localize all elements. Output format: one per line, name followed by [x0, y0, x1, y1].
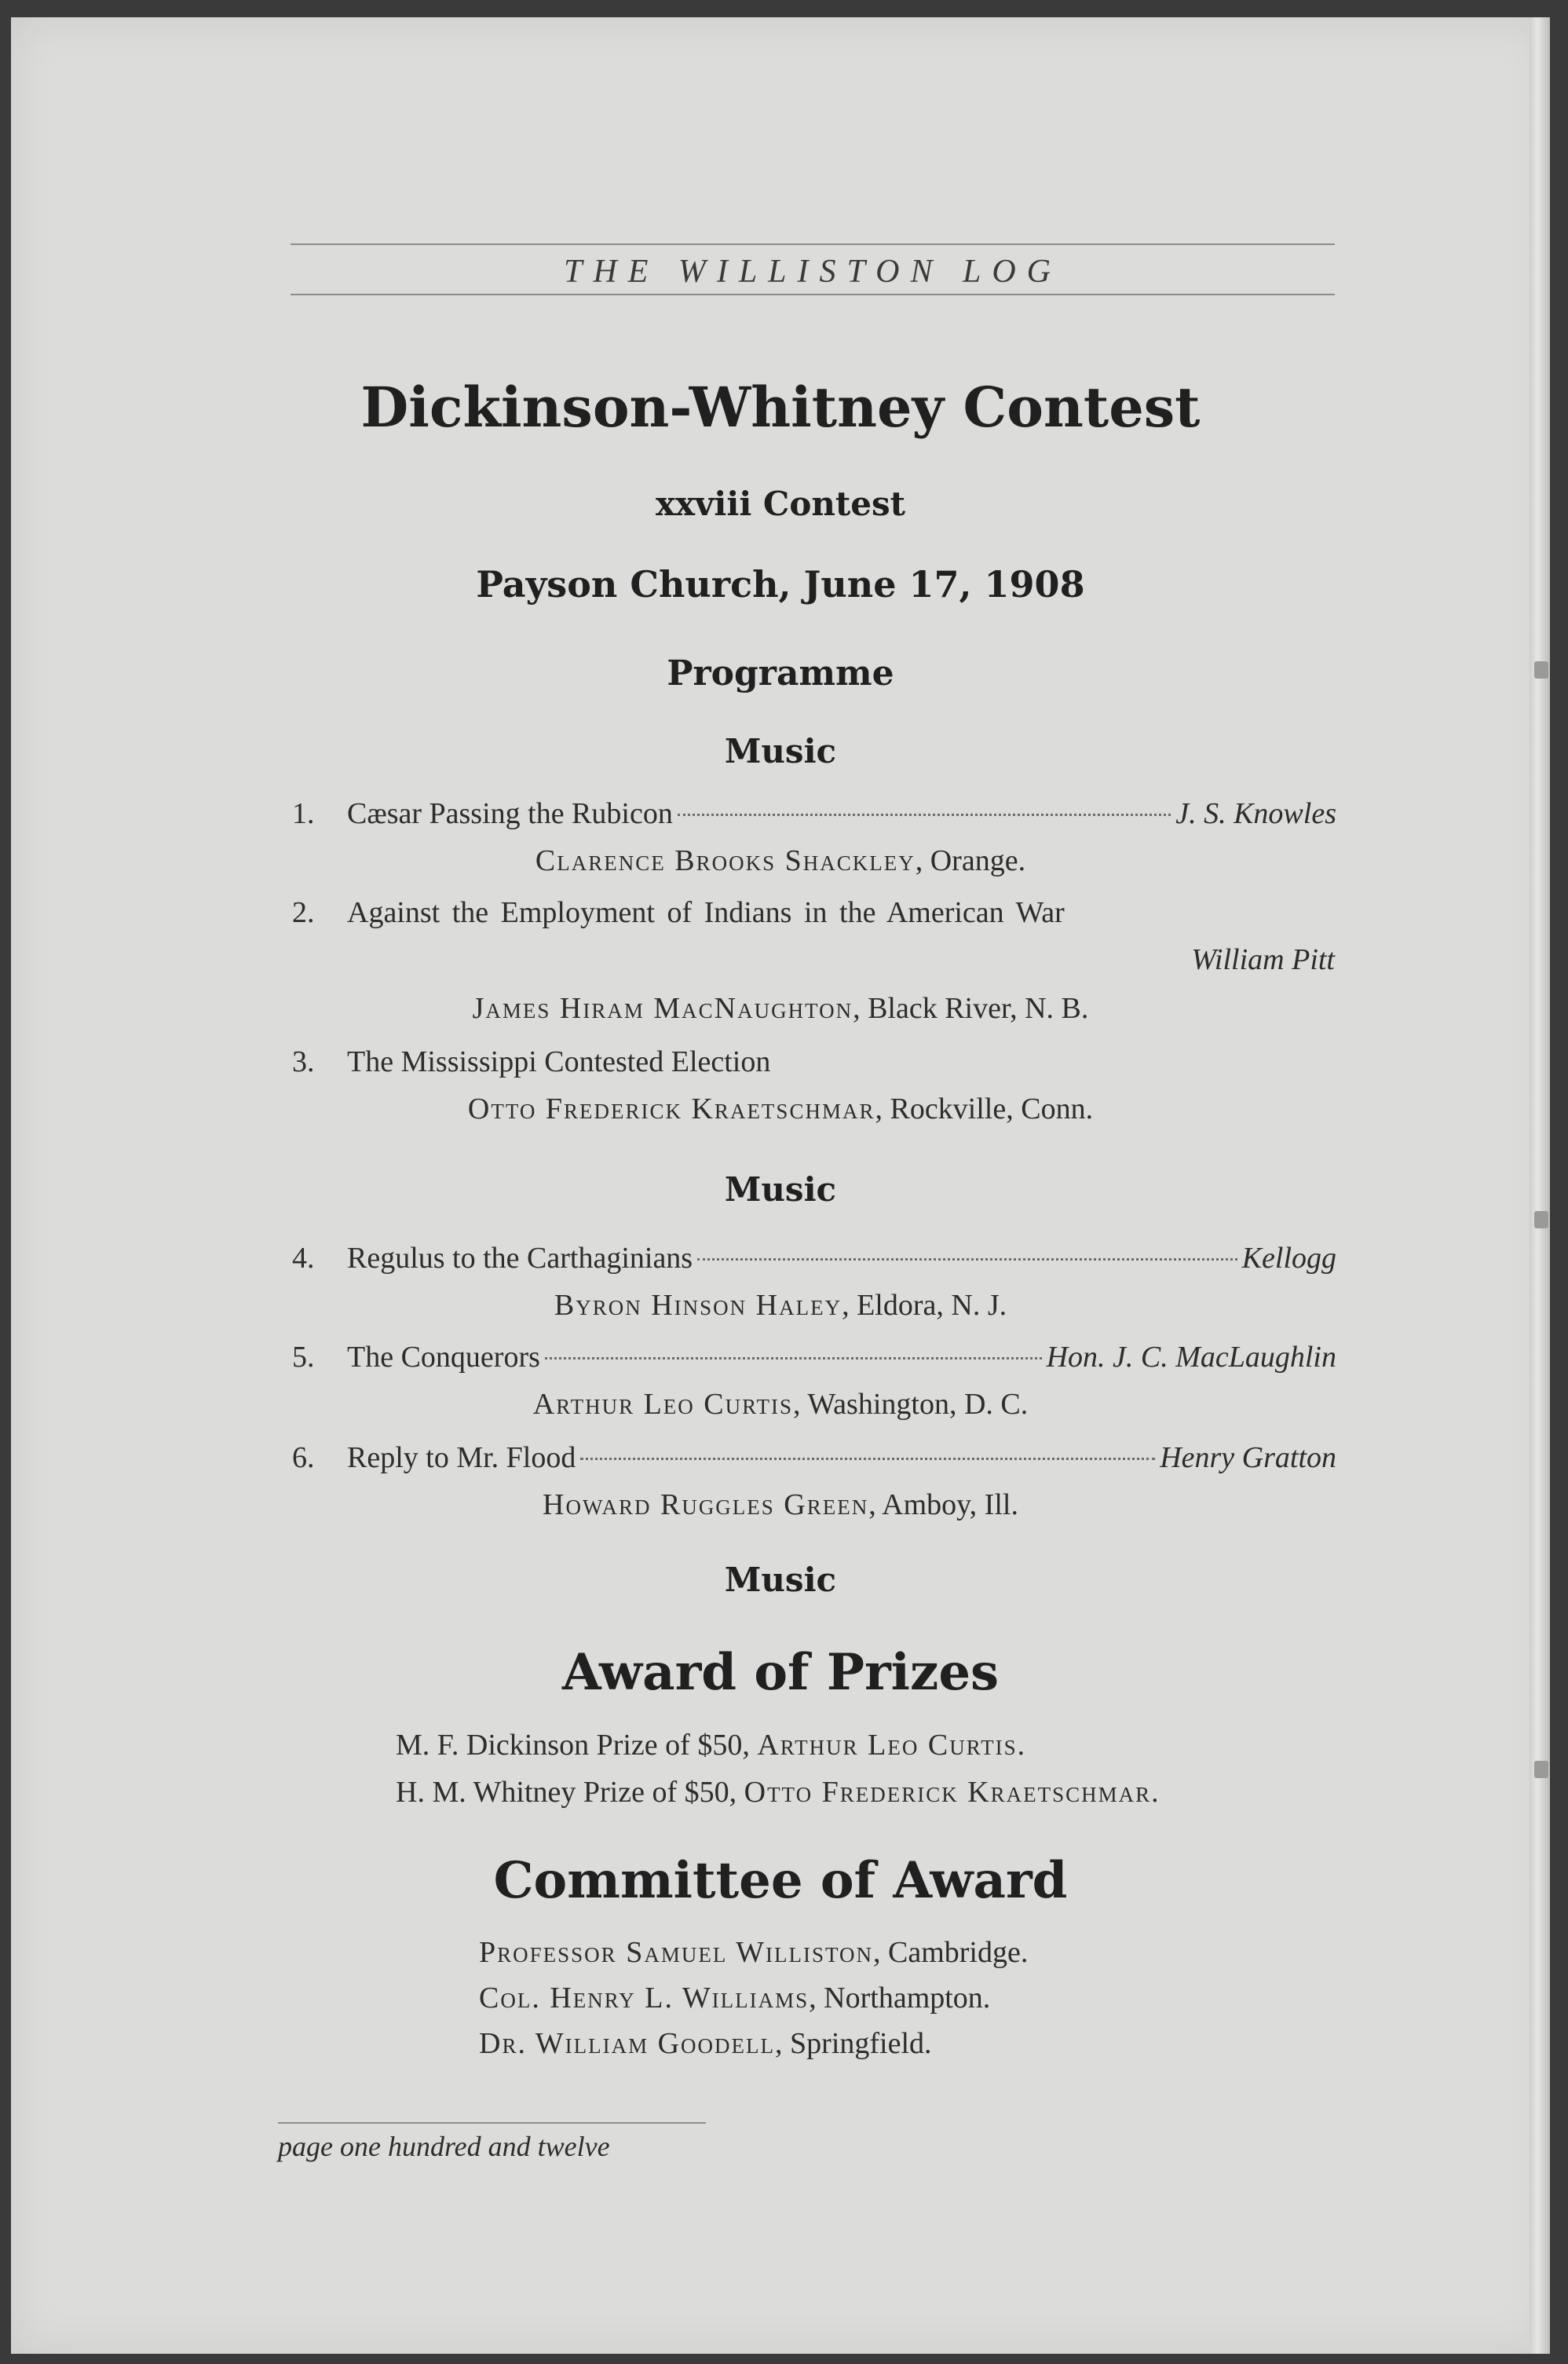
programme-entry: [347, 1440, 1336, 1475]
speaker-name: Clarence Brooks Shackley: [535, 844, 916, 877]
music-label: Music: [724, 732, 837, 770]
entry-title: Cæsar Passing the Rubicon: [347, 797, 673, 830]
music-label: Music: [724, 1561, 837, 1599]
binding-notch: [1534, 1211, 1548, 1228]
committee-member: [479, 2026, 932, 2061]
speaker-name: Howard Ruggles Green: [543, 1488, 869, 1521]
footer-rule: [278, 2122, 706, 2124]
music-label: Music: [724, 1170, 837, 1209]
prize-end: .: [1151, 1776, 1159, 1809]
header-rule-top: [291, 243, 1335, 245]
prize-text: M. F. Dickinson Prize of $50,: [396, 1729, 758, 1762]
entry-title: Reply to Mr. Flood: [347, 1441, 576, 1474]
speaker-place: , Washington, D. C.: [793, 1388, 1029, 1421]
awards-heading: Award of Prizes: [561, 1643, 1000, 1702]
prize-winner: Otto Frederick Kraetschmar: [744, 1776, 1152, 1809]
prize-winner: Arthur Leo Curtis: [757, 1729, 1018, 1762]
entry-number: 6.: [292, 1441, 315, 1474]
speaker-line: [11, 1387, 1550, 1422]
speaker-line: [11, 1092, 1550, 1126]
speaker-line: [11, 1488, 1550, 1522]
entry-author: William Pitt: [1191, 943, 1335, 976]
leader-dots: [678, 814, 1171, 816]
prize-line: [396, 1775, 1159, 1810]
entry-number: 3.: [292, 1045, 315, 1078]
programme-entry: [347, 1340, 1336, 1374]
entry-title: The Mississippi Contested Election: [347, 1045, 771, 1078]
header-rule-bottom: [291, 294, 1335, 295]
leader-dots: [545, 1357, 1042, 1359]
running-head: THE WILLISTON LOG: [564, 254, 1062, 290]
leader-dots: [580, 1458, 1155, 1460]
entry-author: Kellogg: [1241, 1242, 1336, 1275]
speaker-place: , Eldora, N. J.: [842, 1289, 1007, 1322]
document-page: [11, 17, 1550, 2354]
page-number: page one hundred and twelve: [278, 2131, 610, 2162]
speaker-name: James Hiram MacNaughton: [472, 992, 853, 1025]
prize-end: .: [1017, 1729, 1025, 1762]
member-name: Dr. William Goodell: [479, 2027, 776, 2060]
contest-number: xxviii Contest: [655, 485, 906, 523]
speaker-line: [11, 991, 1550, 1026]
member-place: , Cambridge.: [872, 1936, 1029, 1969]
leader-dots: [697, 1258, 1237, 1261]
entry-title: The Conquerors: [347, 1341, 540, 1374]
member-place: , Northampton.: [809, 1982, 991, 2015]
speaker-name: Byron Hinson Haley: [554, 1289, 842, 1322]
member-name: Col. Henry L. Williams: [479, 1982, 810, 2015]
programme-entry: [347, 796, 1336, 831]
committee-heading: Committee of Award: [493, 1851, 1068, 1910]
speaker-place: , Black River, N. B.: [853, 992, 1089, 1025]
entry-author: Hon. J. C. MacLaughlin: [1046, 1341, 1336, 1374]
member-name: Professor Samuel Williston: [479, 1936, 873, 1969]
programme-entry: [347, 1241, 1336, 1275]
prize-line: [396, 1728, 1025, 1762]
speaker-line: [11, 844, 1550, 878]
prize-text: H. M. Whitney Prize of $50,: [396, 1776, 744, 1809]
speaker-place: , Amboy, Ill.: [868, 1488, 1018, 1521]
venue-date: Payson Church, June 17, 1908: [476, 563, 1085, 606]
member-place: , Springfield.: [775, 2027, 932, 2060]
entry-title: Regulus to the Carthaginians: [347, 1242, 693, 1275]
entry-number: 4.: [292, 1242, 315, 1275]
entry-author: Henry Gratton: [1160, 1441, 1336, 1474]
entry-title: Against the Employment of Indians in the American War: [347, 896, 1065, 929]
binding-notch: [1534, 1761, 1548, 1778]
speaker-place: , Orange.: [915, 844, 1026, 877]
speaker-name: Otto Frederick Kraetschmar: [467, 1092, 875, 1125]
page-title: Dickinson-Whitney Contest: [360, 375, 1201, 440]
entry-number: 1.: [292, 797, 315, 830]
committee-member: [479, 1981, 990, 2015]
entry-number: 5.: [292, 1341, 315, 1374]
committee-member: [479, 1935, 1028, 1970]
programme-heading: Programme: [667, 653, 894, 693]
entry-number: 2.: [292, 896, 315, 929]
speaker-name: Arthur Leo Curtis: [532, 1388, 794, 1421]
speaker-place: , Rockville, Conn.: [875, 1092, 1094, 1125]
entry-author: J. S. Knowles: [1175, 797, 1336, 830]
speaker-line: [11, 1288, 1550, 1323]
